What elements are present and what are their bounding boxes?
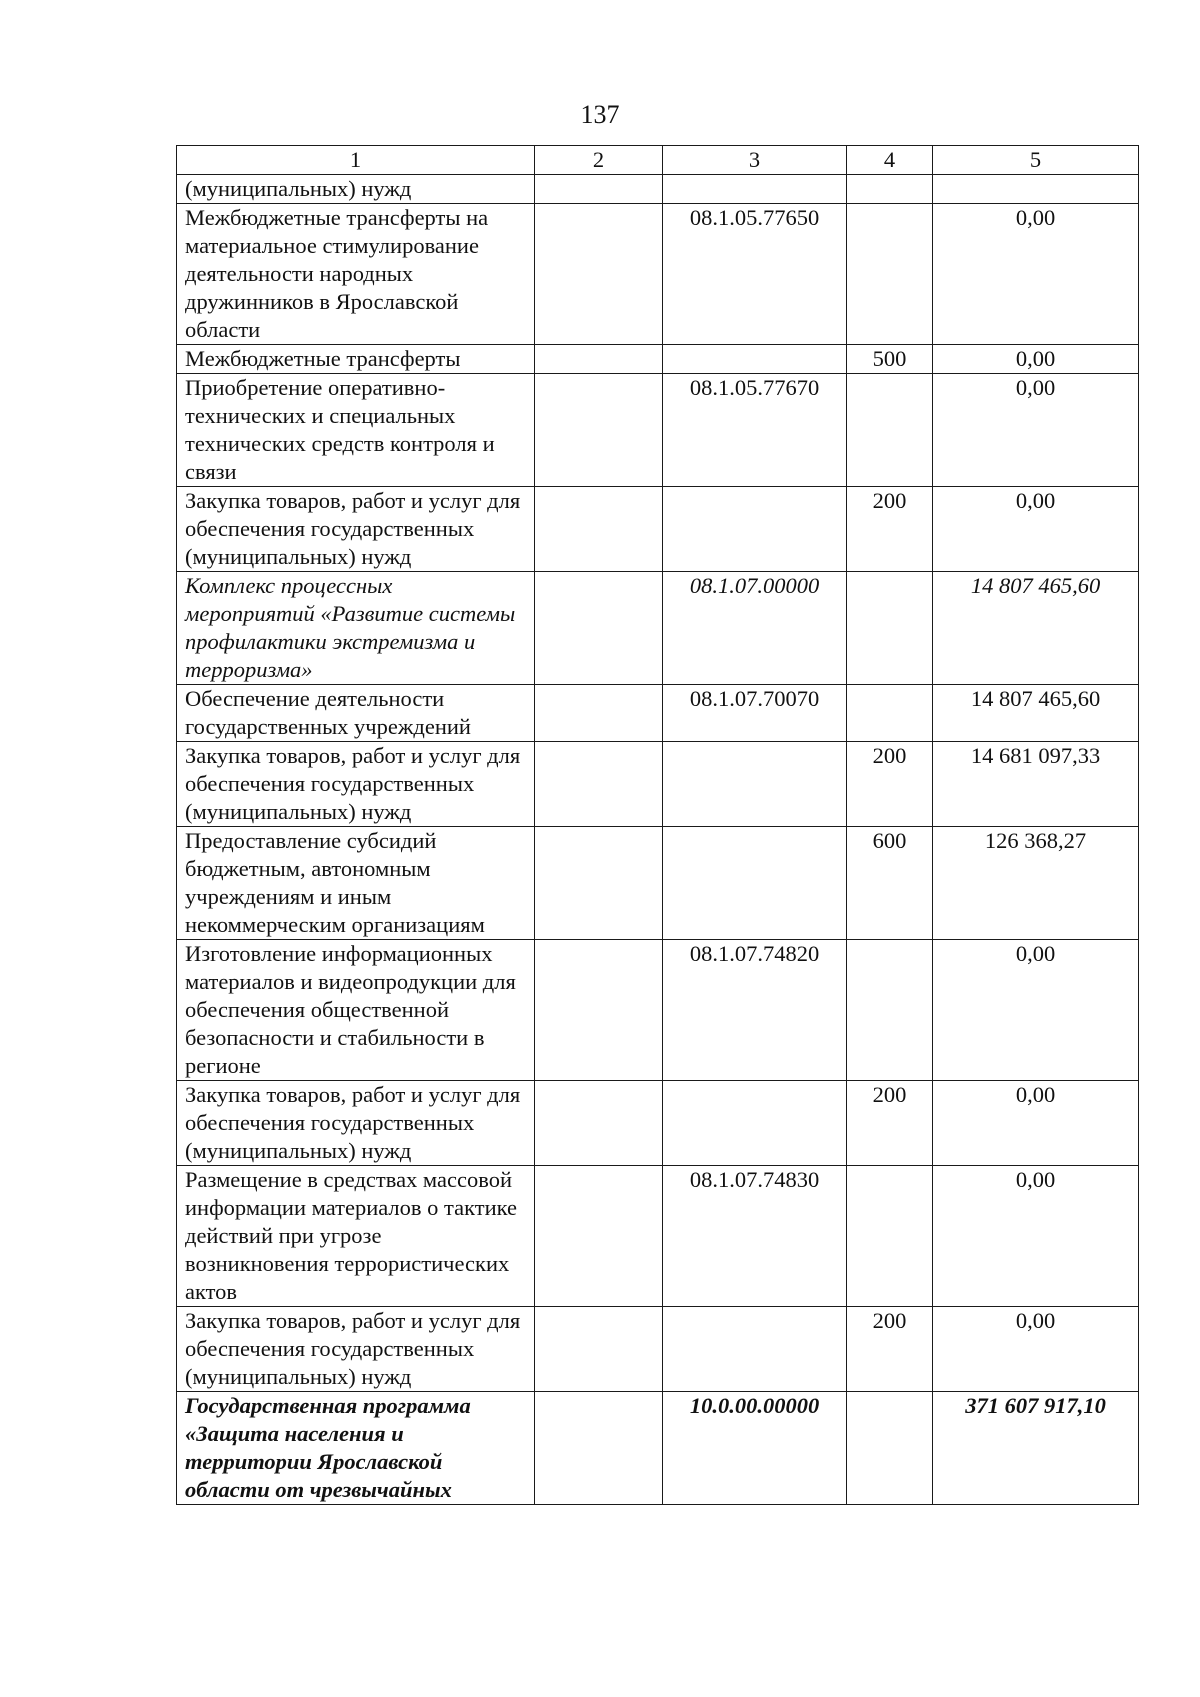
row-expense-type-cell: 200: [847, 742, 933, 827]
row-column-2-cell: [535, 374, 663, 487]
row-name-cell: Межбюджетные трансферты: [177, 345, 535, 374]
row-name-cell: Межбюджетные трансферты на материальное стимулирование деятельности народных дружинников в Ярославской области: [177, 204, 535, 345]
row-expense-type-cell: 200: [847, 1081, 933, 1166]
row-column-2-cell: [535, 345, 663, 374]
table-row: [177, 742, 1139, 827]
row-column-2-cell: [535, 742, 663, 827]
table-row: [177, 940, 1139, 1081]
column-header-5: 5: [933, 146, 1139, 175]
row-code-cell: 10.0.00.00000: [663, 1392, 847, 1505]
row-code-cell: [663, 1307, 847, 1392]
row-amount-cell: 0,00: [933, 487, 1139, 572]
row-code-cell: [663, 742, 847, 827]
budget-table: [176, 145, 1139, 1505]
table-row: [177, 1081, 1139, 1166]
row-amount-cell: 0,00: [933, 1081, 1139, 1166]
table-row: [177, 374, 1139, 487]
row-amount-cell: 0,00: [933, 374, 1139, 487]
column-header-4: 4: [847, 146, 933, 175]
row-code-cell: 08.1.05.77650: [663, 204, 847, 345]
row-expense-type-cell: [847, 204, 933, 345]
row-name-cell: Обеспечение деятельности государственных учреждений: [177, 685, 535, 742]
row-code-cell: [663, 175, 847, 204]
row-column-2-cell: [535, 1081, 663, 1166]
row-name-cell: Закупка товаров, работ и услуг для обеспечения государственных (муниципальных) нужд: [177, 1081, 535, 1166]
row-expense-type-cell: [847, 1166, 933, 1307]
row-expense-type-cell: [847, 572, 933, 685]
row-column-2-cell: [535, 572, 663, 685]
row-column-2-cell: [535, 204, 663, 345]
page-number: 137: [580, 100, 620, 129]
row-column-2-cell: [535, 685, 663, 742]
row-column-2-cell: [535, 487, 663, 572]
row-name-cell: Комплекс процессных мероприятий «Развитие системы профилактики экстремизма и терроризма»: [177, 572, 535, 685]
row-name-cell: Государственная программа «Защита населения и территории Ярославской области от чрезвычайных: [177, 1392, 535, 1505]
table-row: [177, 1307, 1139, 1392]
row-name-cell: Закупка товаров, работ и услуг для обеспечения государственных (муниципальных) нужд: [177, 742, 535, 827]
row-amount-cell: 14 807 465,60: [933, 685, 1139, 742]
column-header-1: 1: [177, 146, 535, 175]
row-code-cell: 08.1.07.74830: [663, 1166, 847, 1307]
table-header-row: [177, 146, 1139, 175]
table-row: [177, 1392, 1139, 1505]
row-expense-type-cell: 500: [847, 345, 933, 374]
row-amount-cell: 371 607 917,10: [933, 1392, 1139, 1505]
row-amount-cell: 14 681 097,33: [933, 742, 1139, 827]
table-body: [177, 175, 1139, 1505]
row-expense-type-cell: [847, 685, 933, 742]
row-expense-type-cell: 200: [847, 1307, 933, 1392]
row-amount-cell: 0,00: [933, 345, 1139, 374]
table-row: [177, 175, 1139, 204]
row-expense-type-cell: 600: [847, 827, 933, 940]
row-name-cell: (муниципальных) нужд: [177, 175, 535, 204]
table-row: [177, 345, 1139, 374]
row-amount-cell: 14 807 465,60: [933, 572, 1139, 685]
row-code-cell: 08.1.07.74820: [663, 940, 847, 1081]
row-expense-type-cell: [847, 940, 933, 1081]
row-name-cell: Предоставление субсидий бюджетным, автономным учреждениям и иным некоммерческим организациям: [177, 827, 535, 940]
row-code-cell: 08.1.07.70070: [663, 685, 847, 742]
row-amount-cell: [933, 175, 1139, 204]
row-amount-cell: 0,00: [933, 940, 1139, 1081]
table-row: [177, 1166, 1139, 1307]
row-code-cell: 08.1.07.00000: [663, 572, 847, 685]
row-column-2-cell: [535, 1307, 663, 1392]
row-name-cell: Закупка товаров, работ и услуг для обеспечения государственных (муниципальных) нужд: [177, 487, 535, 572]
row-expense-type-cell: [847, 175, 933, 204]
row-column-2-cell: [535, 1392, 663, 1505]
row-code-cell: [663, 487, 847, 572]
table-row: [177, 827, 1139, 940]
row-code-cell: 08.1.05.77670: [663, 374, 847, 487]
row-name-cell: Размещение в средствах массовой информации материалов о тактике действий при угрозе возникновения террористических актов: [177, 1166, 535, 1307]
row-column-2-cell: [535, 827, 663, 940]
row-expense-type-cell: [847, 1392, 933, 1505]
row-expense-type-cell: 200: [847, 487, 933, 572]
row-name-cell: Изготовление информационных материалов и видеопродукции для обеспечения общественной безопасности и стабильности в регионе: [177, 940, 535, 1081]
column-header-3: 3: [663, 146, 847, 175]
table-row: [177, 685, 1139, 742]
row-amount-cell: 0,00: [933, 1307, 1139, 1392]
row-code-cell: [663, 1081, 847, 1166]
column-header-2: 2: [535, 146, 663, 175]
row-name-cell: Закупка товаров, работ и услуг для обеспечения государственных (муниципальных) нужд: [177, 1307, 535, 1392]
row-name-cell: Приобретение оперативно-технических и специальных технических средств контроля и связи: [177, 374, 535, 487]
row-column-2-cell: [535, 940, 663, 1081]
table-row: [177, 204, 1139, 345]
row-code-cell: [663, 827, 847, 940]
table-row: [177, 487, 1139, 572]
row-amount-cell: 126 368,27: [933, 827, 1139, 940]
row-amount-cell: 0,00: [933, 1166, 1139, 1307]
row-column-2-cell: [535, 175, 663, 204]
row-amount-cell: 0,00: [933, 204, 1139, 345]
row-column-2-cell: [535, 1166, 663, 1307]
table-row: [177, 572, 1139, 685]
row-code-cell: [663, 345, 847, 374]
row-expense-type-cell: [847, 374, 933, 487]
